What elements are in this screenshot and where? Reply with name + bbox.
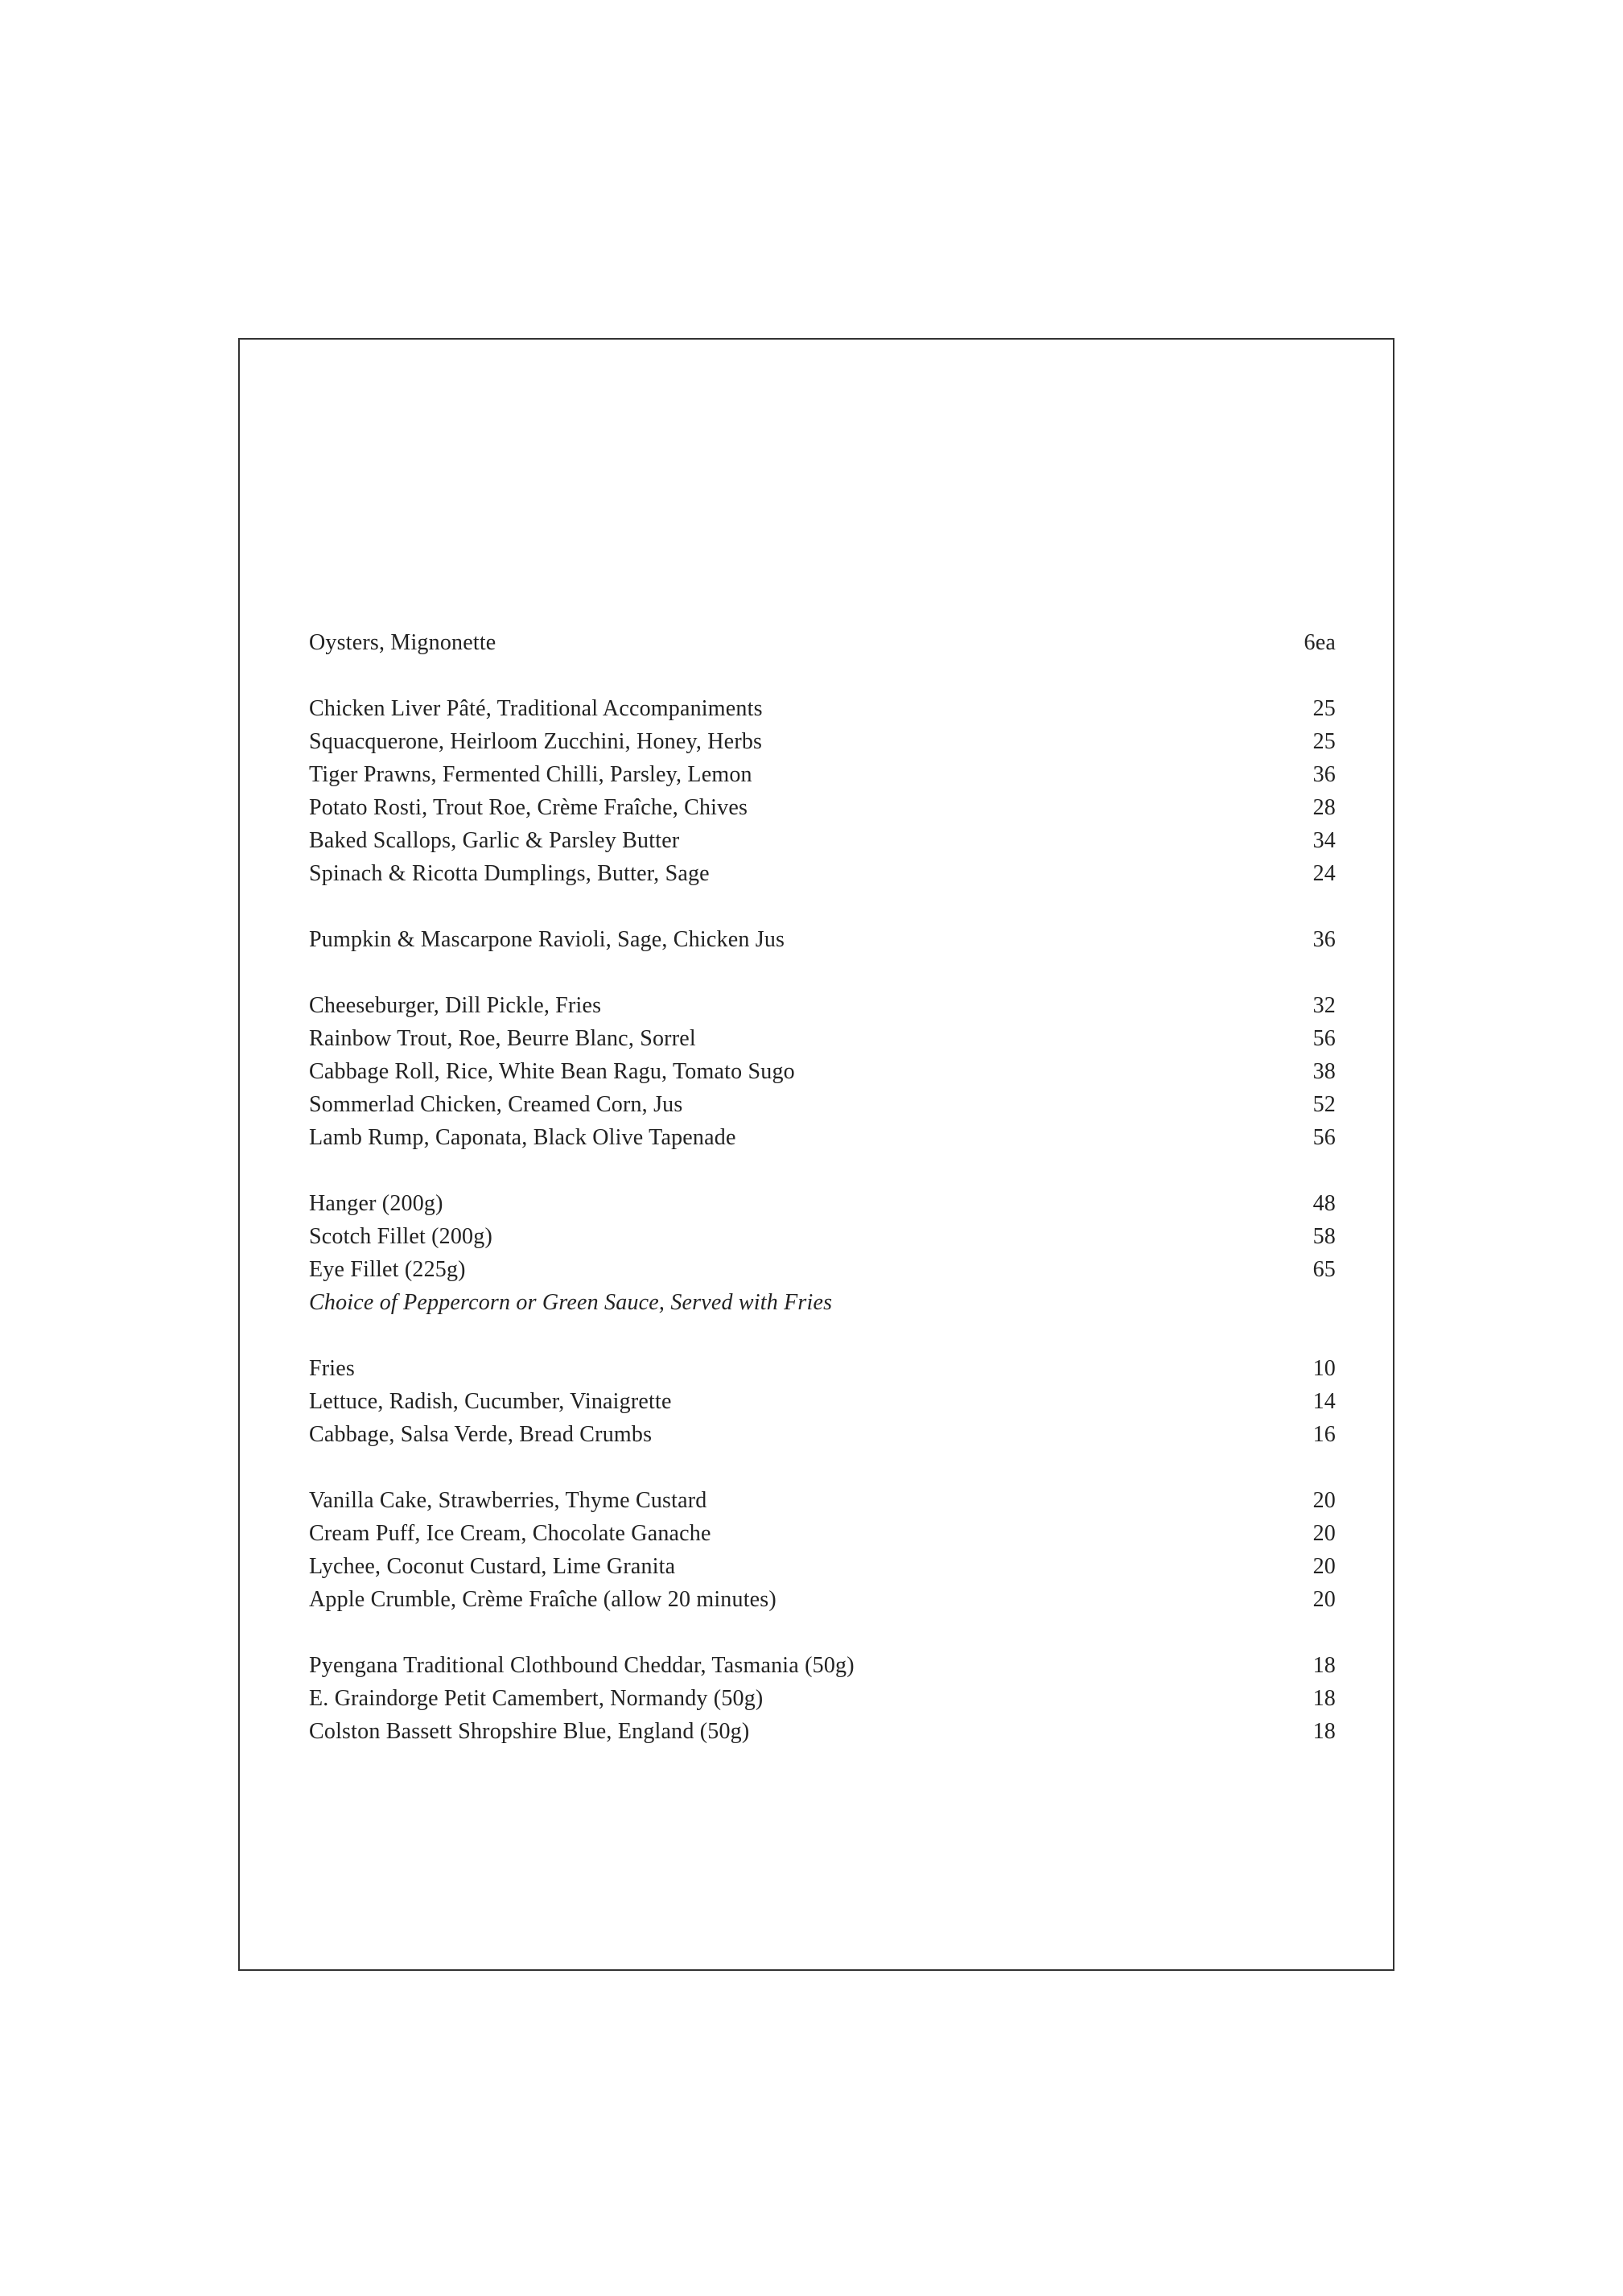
menu-item-price: 25 <box>1312 696 1336 721</box>
menu-item-price: 32 <box>1312 993 1336 1018</box>
menu-item <box>309 1187 1336 1220</box>
menu-item <box>309 989 1336 1022</box>
menu-item-name: Cabbage, Salsa Verde, Bread Crumbs <box>309 1422 653 1447</box>
menu-item <box>309 758 1336 791</box>
menu-item-price: 18 <box>1312 1719 1336 1744</box>
menu-item <box>309 725 1336 758</box>
menu-section <box>309 1187 1336 1319</box>
menu-item <box>309 824 1336 857</box>
menu-item-name: Oysters, Mignonette <box>309 630 496 655</box>
menu-section <box>309 1649 1336 1748</box>
menu-item-price: 56 <box>1312 1125 1336 1150</box>
menu-item <box>309 791 1336 824</box>
menu-section-note: Choice of Peppercorn or Green Sauce, Served with Fries <box>309 1290 833 1315</box>
menu-item-price: 65 <box>1312 1257 1336 1282</box>
menu-item-name: Squacquerone, Heirloom Zucchini, Honey, Herbs <box>309 729 763 754</box>
menu-item-price: 16 <box>1312 1422 1336 1447</box>
menu-item-name: Lettuce, Radish, Cucumber, Vinaigrette <box>309 1389 672 1414</box>
menu-item-name: Rainbow Trout, Roe, Beurre Blanc, Sorrel <box>309 1026 696 1051</box>
menu-item-price: 20 <box>1312 1554 1336 1579</box>
menu-item-price: 25 <box>1312 729 1336 754</box>
menu-item-name: Potato Rosti, Trout Roe, Crème Fraîche, Chives <box>309 795 748 820</box>
menu-item-price: 18 <box>1312 1686 1336 1711</box>
menu-section <box>309 989 1336 1154</box>
menu-item <box>309 1385 1336 1418</box>
menu-item <box>309 1484 1336 1517</box>
menu-item <box>309 1418 1336 1451</box>
menu-item <box>309 1352 1336 1385</box>
menu-item-price: 20 <box>1312 1587 1336 1612</box>
menu-item-price: 14 <box>1312 1389 1336 1414</box>
menu-item <box>309 1253 1336 1286</box>
menu-section <box>309 692 1336 890</box>
menu-item-price: 38 <box>1312 1059 1336 1084</box>
menu-section <box>309 626 1336 659</box>
menu-item-price: 6ea <box>1304 630 1336 655</box>
menu-item-name: Cabbage Roll, Rice, White Bean Ragu, Tomato Sugo <box>309 1059 795 1084</box>
menu-item-name: Pyengana Traditional Clothbound Cheddar, Tasmania (50g) <box>309 1653 855 1678</box>
menu-item-price: 18 <box>1312 1653 1336 1678</box>
menu-item-price: 20 <box>1312 1521 1336 1546</box>
menu-section <box>309 1484 1336 1616</box>
menu-item <box>309 1220 1336 1253</box>
menu-item-name: Colston Bassett Shropshire Blue, England (50g) <box>309 1719 750 1744</box>
menu-item-name: E. Graindorge Petit Camembert, Normandy (50g) <box>309 1686 764 1711</box>
menu-item-name: Lychee, Coconut Custard, Lime Granita <box>309 1554 676 1579</box>
menu-item-name: Spinach & Ricotta Dumplings, Butter, Sage <box>309 861 710 886</box>
menu-content <box>309 626 1336 1781</box>
menu-item-price: 34 <box>1312 828 1336 853</box>
menu-item-name: Vanilla Cake, Strawberries, Thyme Custard <box>309 1488 707 1513</box>
menu-item-price: 20 <box>1312 1488 1336 1513</box>
menu-item-name: Cheeseburger, Dill Pickle, Fries <box>309 993 602 1018</box>
menu-item-name: Apple Crumble, Crème Fraîche (allow 20 minutes) <box>309 1587 776 1612</box>
menu-item <box>309 1517 1336 1550</box>
menu-item <box>309 1121 1336 1154</box>
menu-item-price: 52 <box>1312 1092 1336 1117</box>
menu-item-price: 28 <box>1312 795 1336 820</box>
menu-item <box>309 857 1336 890</box>
menu-item-price: 36 <box>1312 927 1336 952</box>
menu-item-price: 36 <box>1312 762 1336 787</box>
menu-item <box>309 1583 1336 1616</box>
menu-item-name: Scotch Fillet (200g) <box>309 1224 492 1249</box>
menu-item-name: Chicken Liver Pâté, Traditional Accompaniments <box>309 696 763 721</box>
menu-item-price: 24 <box>1312 861 1336 886</box>
menu-item <box>309 1022 1336 1055</box>
menu-item <box>309 1715 1336 1748</box>
menu-item-name: Eye Fillet (225g) <box>309 1257 466 1282</box>
menu-item <box>309 1649 1336 1682</box>
menu-item-name: Sommerlad Chicken, Creamed Corn, Jus <box>309 1092 683 1117</box>
menu-item-name: Cream Puff, Ice Cream, Chocolate Ganache <box>309 1521 711 1546</box>
menu-item <box>309 1682 1336 1715</box>
menu-item-name: Baked Scallops, Garlic & Parsley Butter <box>309 828 680 853</box>
menu-item <box>309 923 1336 956</box>
menu-item <box>309 1088 1336 1121</box>
menu-item-name: Hanger (200g) <box>309 1191 443 1216</box>
menu-section <box>309 923 1336 956</box>
menu-item-price: 48 <box>1312 1191 1336 1216</box>
menu-item <box>309 692 1336 725</box>
menu-item-name: Pumpkin & Mascarpone Ravioli, Sage, Chicken Jus <box>309 927 785 952</box>
menu-item <box>309 1550 1336 1583</box>
menu-item-name: Fries <box>309 1356 355 1381</box>
menu-section <box>309 1352 1336 1451</box>
menu-item <box>309 1055 1336 1088</box>
menu-item-name: Tiger Prawns, Fermented Chilli, Parsley, Lemon <box>309 762 752 787</box>
menu-item-price: 56 <box>1312 1026 1336 1051</box>
menu-item-price: 58 <box>1312 1224 1336 1249</box>
menu-item-price: 10 <box>1312 1356 1336 1381</box>
menu-item <box>309 626 1336 659</box>
menu-item-name: Lamb Rump, Caponata, Black Olive Tapenade <box>309 1125 736 1150</box>
